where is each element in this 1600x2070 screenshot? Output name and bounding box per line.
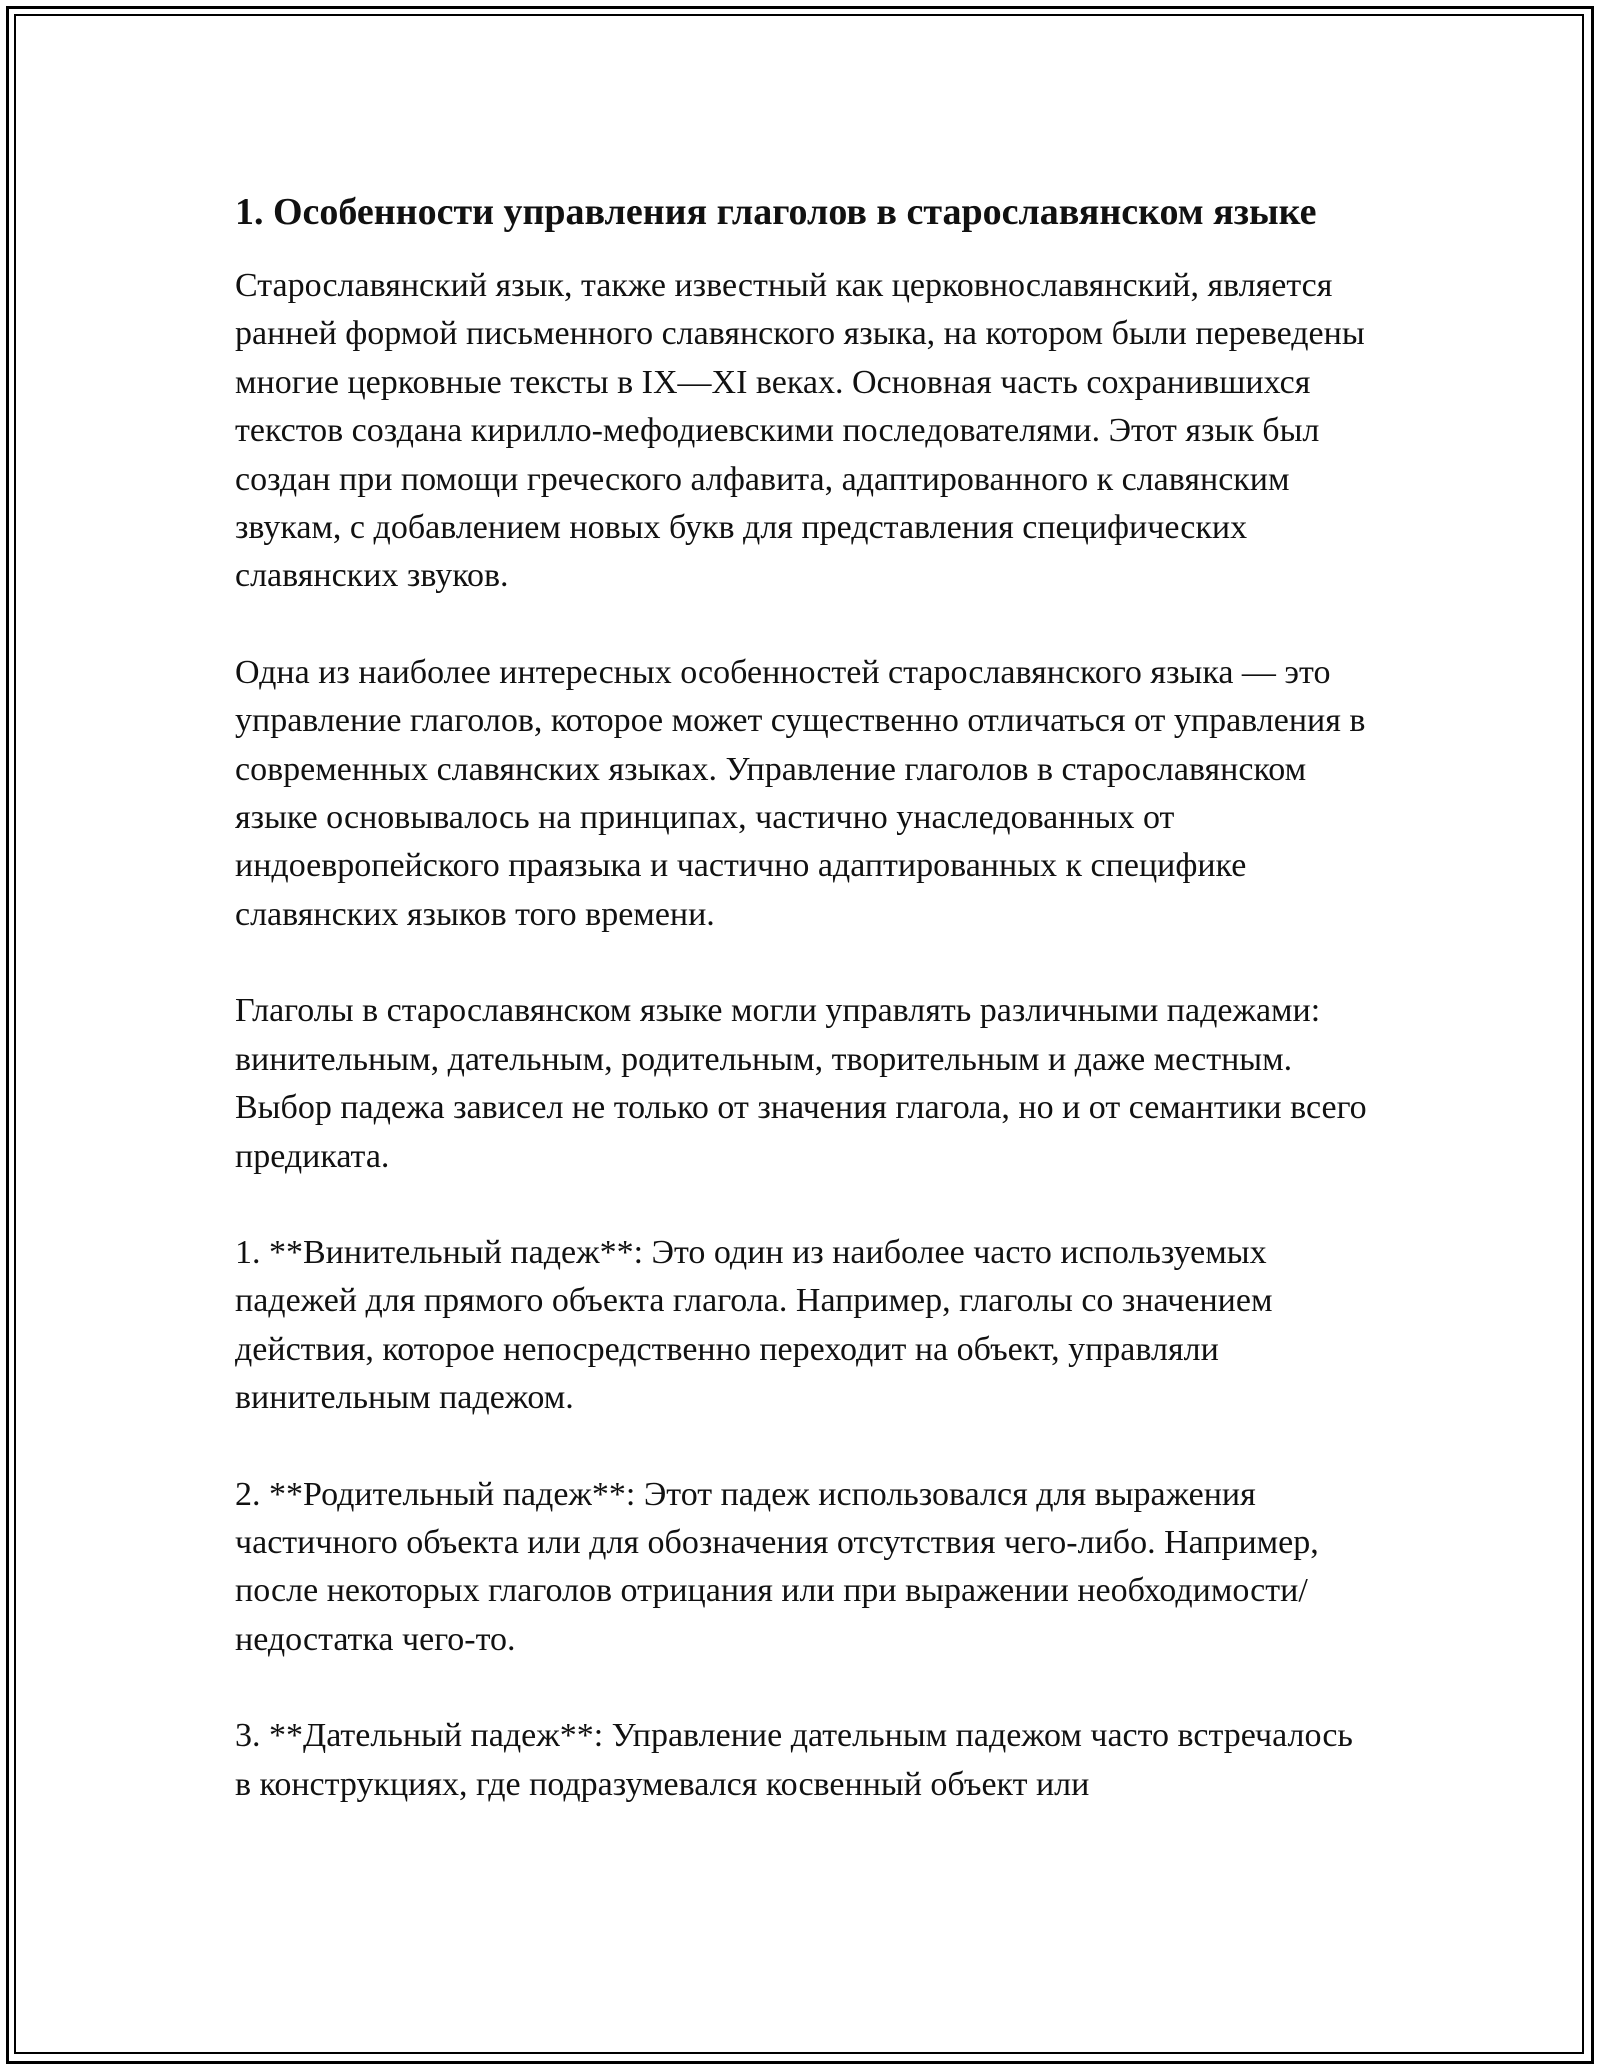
paragraph-genitive: 2. **Родительный падеж**: Этот падеж использовался для выражения частичного объекта или для обозначения отсутствия чего-либо. Например, после некоторых глаголов отрицания или при выражении необходимости/недостатка чего-то.: [235, 1475, 1319, 1658]
document-title: 1. Особенности управления глаголов в старославянском языке: [235, 191, 1317, 233]
paragraph-accusative: 1. **Винительный падеж**: Это один из наиболее часто используемых падежей для прямого объекта глагола. Например, глаголы со значением действия, которое непосредственно переходит на объект, управляли винительным падежом.: [235, 1233, 1273, 1417]
paragraph-cases-overview: Глаголы в старославянском языке могли управлять различными падежами: винительным, дательным, родительным, творительным и даже местным. Выбор падежа зависел не только от значения глагола, но и от семантики всего предиката.: [235, 992, 1367, 1175]
paragraph-dative: 3. **Дательный падеж**: Управление дательным падежом часто встречалось в конструкциях, где подразумевался косвенный объект или: [235, 1717, 1353, 1803]
document-body: [235, 185, 1370, 1809]
paragraph-intro: Старославянский язык, также известный как церковнославянский, является ранней формой письменного славянского языка, на котором были переведены многие церковные тексты в IX—XI веках. Основная часть сохранившихся текстов создана кирилло-мефодиевскими последователями. Этот язык был создан при помощи греческого алфавита, адаптированного к славянским звукам, с добавлением новых букв для представления специфических славянских звуков.: [235, 267, 1365, 595]
paragraph-verb-government: Одна из наиболее интересных особенностей старославянского языка — это управление глаголов, которое может существенно отличаться от управления в современных славянских языках. Управление глаголов в старославянском языке основывалось на принципах, частично унаследованных от индоевропейского праязыка и частично адаптированных к специфике славянских языков того времени.: [235, 653, 1366, 933]
